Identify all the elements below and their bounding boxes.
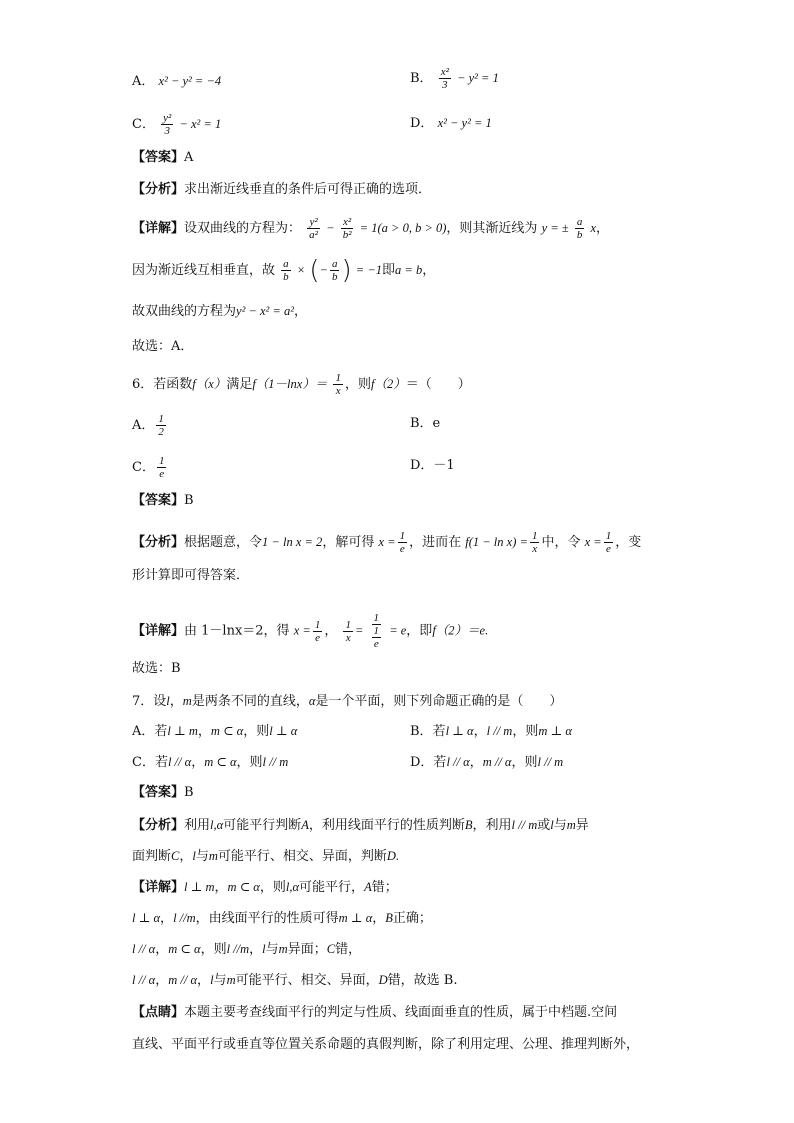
q7-option-d[interactable]: D．若l // α，m // α，则l // m bbox=[410, 755, 564, 770]
q6-choose: 故选：B bbox=[132, 661, 181, 676]
q6-option-b[interactable]: B．e bbox=[410, 416, 441, 431]
q5-answer: 【答案】A bbox=[132, 150, 194, 165]
q6-stem: 6．若函数f（x）满足f（1－lnx）＝ $\frac{1}{x}$ ，则f（2）＝（ ） bbox=[132, 372, 471, 397]
q7-analysis-line1: 【分析】利用l,α可能平行判断A，利用线面平行的性质判断B，利用l // m或l与m异 bbox=[132, 818, 589, 833]
q5-detail-line2: 因为渐近线互相垂直，故 $\frac{a}{b}$ × (− $\frac{a}{b}$ ) = −1即a = b， bbox=[132, 255, 436, 286]
fraction: $\frac{1}{2}$ bbox=[158, 413, 164, 438]
q7-stem: 7．设l，m是两条不同的直线，α是一个平面，则下列命题正确的是（ ） bbox=[132, 694, 563, 709]
q5-option-b[interactable]: B． $\frac{\text{x²}}{3}$ − y² = 1 bbox=[410, 66, 499, 91]
q6-option-d[interactable]: D．－1 bbox=[410, 458, 455, 473]
q7-answer: 【答案】B bbox=[132, 785, 194, 800]
q7-option-c[interactable]: C．若l // α，m ⊂ α，则l // m bbox=[132, 755, 289, 770]
q5-detail-line3: 故双曲线的方程为y² − x² = a²， bbox=[132, 304, 307, 319]
q5-analysis: 【分析】求出渐近线垂直的条件后可得正确的选项． bbox=[132, 182, 432, 197]
q6-analysis-line1: 【分析】根据题意，令1 − ln x = 2，解可得 x = $\frac{1}{e}$ ，进而在 f(1 − ln x) = $\frac{1}{x}$ 中，令 x = $\frac{1}{e}$ ，变 bbox=[132, 530, 642, 555]
q7-option-b[interactable]: B．若l ⊥ α，l // m，则m ⊥ α bbox=[410, 724, 572, 739]
fraction: $\frac{1}{e}$ bbox=[158, 455, 165, 480]
q5-option-a[interactable]: A． x² − y² = −4 bbox=[132, 74, 222, 89]
q7-point-line2: 直线、平面平行或垂直等位置关系命题的真假判断，除了利用定理、公理、推理判断外， bbox=[132, 1037, 640, 1052]
q5-option-d[interactable]: D． x² − y² = 1 bbox=[410, 116, 492, 131]
q6-option-a[interactable]: A． $\frac{1}{2}$ bbox=[132, 413, 164, 438]
fraction: $\frac{\text{x²}}{3}$ bbox=[440, 66, 449, 91]
q5-detail-line1: 【详解】设双曲线的方程为： $\frac{\text{y²}}{\text{a²}}$ − $\frac{\text{x²}}{\text{b²}}$ = 1(a > 0, b > 0)，则其渐近线为 y = ± $\frac{a}{b}$ x， bbox=[132, 216, 610, 241]
q6-option-c[interactable]: C． $\frac{1}{e}$ bbox=[132, 455, 165, 480]
q7-detail-line1: 【详解】l ⊥ m，m ⊂ α，则l,α可能平行，A错； bbox=[132, 880, 398, 895]
q5-choose: 故选：A． bbox=[132, 339, 194, 354]
q7-detail-line3: l // α，m ⊂ α，则l //m，l与m异面；C错， bbox=[132, 942, 362, 957]
q7-detail-line2: l ⊥ α，l //m，由线面平行的性质可得m ⊥ α，B正确； bbox=[132, 911, 432, 926]
q6-answer: 【答案】B bbox=[132, 493, 194, 508]
q7-detail-line4: l // α，m // α，l与m可能平行、相交、异面，D错，故选 B. bbox=[132, 973, 458, 988]
q7-analysis-line2: 面判断C，l与m可能平行、相交、异面，判断D. bbox=[132, 849, 400, 864]
q7-option-a[interactable]: A．若l ⊥ m，m ⊂ α，则l ⊥ α bbox=[132, 724, 298, 739]
q6-analysis-line2: 形计算即可得答案． bbox=[132, 568, 250, 583]
q6-detail: 【详解】由 1－lnx＝2，得 x = $\frac{1}{e}$ ， $\frac{1}{x}$ = $\frac{1}{\frac{1}{e}}$ = e，即f（2）＝e. bbox=[132, 612, 489, 650]
q7-point-line1: 【点睛】本题主要考查线面平行的判定与性质、线面面垂直的性质，属于中档题.空间 bbox=[132, 1005, 618, 1020]
q5-option-c[interactable]: C． $\frac{\text{y²}}{3}$ − x² = 1 bbox=[132, 112, 222, 137]
fraction: $\frac{\text{y²}}{3}$ bbox=[163, 112, 172, 137]
